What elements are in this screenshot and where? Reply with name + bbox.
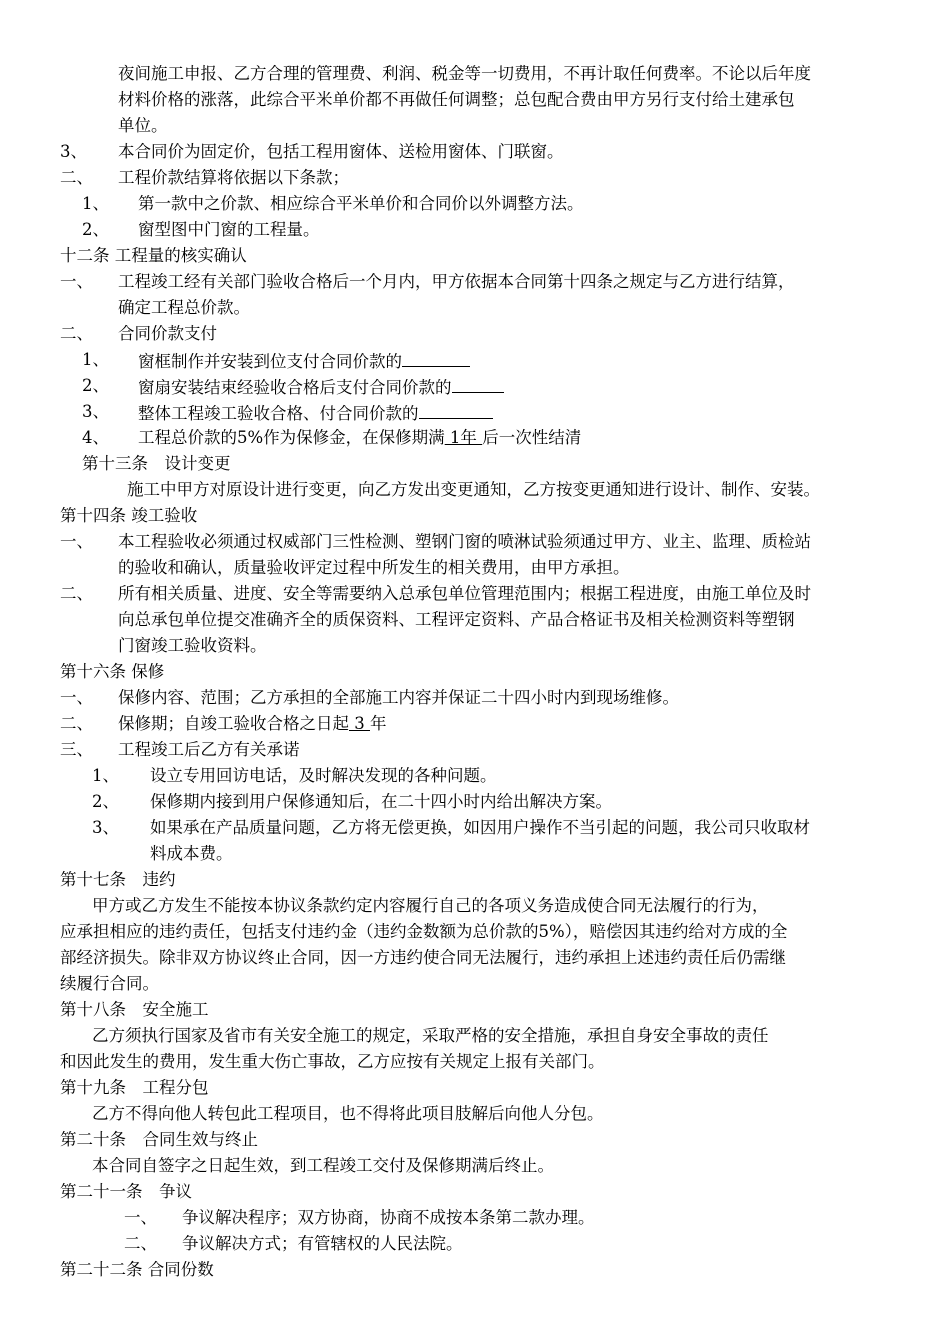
item-number: 2、	[82, 220, 109, 239]
clause11-line-1: 夜间施工申报、乙方合理的管理费、利润、税金等一切费用，不再计取任何费率。不论以后年度	[118, 64, 811, 83]
clause12-section-1-line-2: 确定工程总价款。	[118, 298, 250, 317]
clause17-line-2: 应承担相应的违约责任，包括支付违约金（违约金数额为总价款的5%），赔偿因其违约给对方成的全	[60, 922, 788, 941]
item-text: 如果承在产品质量问题，乙方将无偿更换，如因用户操作不当引起的问题，我公司只收取材	[150, 818, 810, 837]
blank-field	[419, 400, 493, 419]
clause13-body: 施工中甲方对原设计进行变更，向乙方发出变更通知，乙方按变更通知进行设计、制作、安装。	[127, 480, 820, 499]
item-number: 2、	[92, 792, 119, 811]
section-number: 二、	[124, 1234, 157, 1253]
clause14-section-2-line-2: 向总承包单位提交准确齐全的质保资料、工程评定资料、产品合格证书及相关检测资料等塑钢	[118, 610, 795, 629]
clause19-title: 第十九条 工程分包	[60, 1078, 209, 1097]
item-number: 3、	[82, 402, 109, 421]
clause20-body: 本合同自签字之日起生效，到工程竣工交付及保修期满后终止。	[92, 1156, 554, 1175]
item-number: 4、	[82, 428, 109, 447]
section-text: 合同价款支付	[118, 324, 217, 343]
item-text: 窗型图中门窗的工程量。	[138, 220, 320, 239]
section-number: 二、	[60, 168, 93, 187]
item-number: 2、	[82, 376, 109, 395]
clause21-title: 第二十一条 争议	[60, 1182, 192, 1201]
clause18-line-2: 和因此发生的费用，发生重大伤亡事故，乙方应按有关规定上报有关部门。	[60, 1052, 605, 1071]
clause14-section-2-line-3: 门窗竣工验收资料。	[118, 636, 267, 655]
clause11-line-3: 单位。	[118, 116, 168, 135]
section-text: 本工程验收必须通过权威部门三性检测、塑钢门窗的喷淋试验须通过甲方、业主、监理、质检站	[118, 532, 811, 551]
clause17-line-1: 甲方或乙方发生不能按本协议条款约定内容履行自己的各项义务造成使合同无法履行的行为，	[92, 896, 769, 915]
section-text: 保修期；自竣工验收合格之日起	[118, 714, 349, 733]
item-text: 整体工程竣工验收合格、付合同价款的	[138, 404, 419, 423]
clause19-body: 乙方不得向他人转包此工程项目，也不得将此项目肢解后向他人分包。	[92, 1104, 604, 1123]
item-text: 窗框制作并安装到位支付合同价款的	[138, 352, 402, 371]
clause22-title: 第二十二条 合同份数	[60, 1260, 214, 1279]
warranty-years-blank: 3	[349, 714, 370, 733]
item-number: 1、	[92, 766, 119, 785]
section-number: 二、	[60, 714, 93, 733]
section-number: 三、	[60, 740, 93, 759]
item-number: 3、	[60, 142, 87, 161]
section-number: 二、	[60, 324, 93, 343]
clause17-line-3: 部经济损失。除非双方协议终止合同，因一方违约使合同无法履行，违约承担上述违约责任后仍需继	[60, 948, 786, 967]
clause17-line-4: 续履行合同。	[60, 974, 159, 993]
section-text: 争议解决程序；双方协商，协商不成按本条第二款办理。	[182, 1208, 595, 1227]
item-text: 本合同价为固定价，包括工程用窗体、送检用窗体、门联窗。	[118, 142, 564, 161]
item-text: 工程总价款的5%作为保修金，在保修期满	[138, 428, 445, 447]
clause11-line-2: 材料价格的涨落，此综合平米单价都不再做任何调整；总包配合费由甲方另行支付给土建承包	[118, 90, 795, 109]
commitment-item-3-line-2: 料成本费。	[150, 844, 233, 863]
clause14-section-1-line-2: 的验收和确认，质量验收评定过程中所发生的相关费用，由甲方承担。	[118, 558, 630, 577]
section-text: 争议解决方式；有管辖权的人民法院。	[182, 1234, 463, 1253]
clause18-title: 第十八条 安全施工	[60, 1000, 209, 1019]
clause18-line-1: 乙方须执行国家及省市有关安全施工的规定，采取严格的安全措施，承担自身安全事故的责任	[92, 1026, 769, 1045]
section-number: 一、	[124, 1208, 157, 1227]
item-text: 保修期内接到用户保修通知后，在二十四小时内给出解决方案。	[150, 792, 612, 811]
section-number: 一、	[60, 688, 93, 707]
clause14-title: 第十四条 竣工验收	[60, 506, 198, 525]
section-number: 一、	[60, 272, 93, 291]
section-text: 工程竣工后乙方有关承诺	[118, 740, 300, 759]
section-number: 一、	[60, 532, 93, 551]
clause13-title: 第十三条 设计变更	[82, 454, 231, 473]
section-text-end: 年	[370, 714, 387, 733]
clause16-title: 第十六条 保修	[60, 662, 165, 681]
item-text: 窗扇安装结束经验收合格后支付合同价款的	[138, 378, 452, 397]
blank-field	[402, 348, 470, 367]
section-number: 二、	[60, 584, 93, 603]
section-text: 工程竣工经有关部门验收合格后一个月内，甲方依据本合同第十四条之规定与乙方进行结算，	[118, 272, 795, 291]
clause20-title: 第二十条 合同生效与终止	[60, 1130, 258, 1149]
section-text: 工程价款结算将依据以下条款；	[118, 168, 349, 187]
blank-field	[452, 374, 504, 393]
section-text: 保修内容、范围；乙方承担的全部施工内容并保证二十四小时内到现场维修。	[118, 688, 679, 707]
item-text-end: 后一次性结清	[482, 428, 582, 447]
item-text: 设立专用回访电话，及时解决发现的各种问题。	[150, 766, 497, 785]
clause17-title: 第十七条 违约	[60, 870, 176, 889]
clause12-title: 十二条 工程量的核实确认	[60, 246, 247, 265]
item-text: 第一款中之价款、相应综合平米单价和合同价以外调整方法。	[138, 194, 584, 213]
item-number: 1、	[82, 350, 109, 369]
section-text: 所有相关质量、进度、安全等需要纳入总承包单位管理范围内；根据工程进度，由施工单位及时	[118, 584, 811, 603]
item-number: 1、	[82, 194, 109, 213]
warranty-period-blank: 1年	[444, 428, 483, 447]
item-number: 3、	[92, 818, 119, 837]
